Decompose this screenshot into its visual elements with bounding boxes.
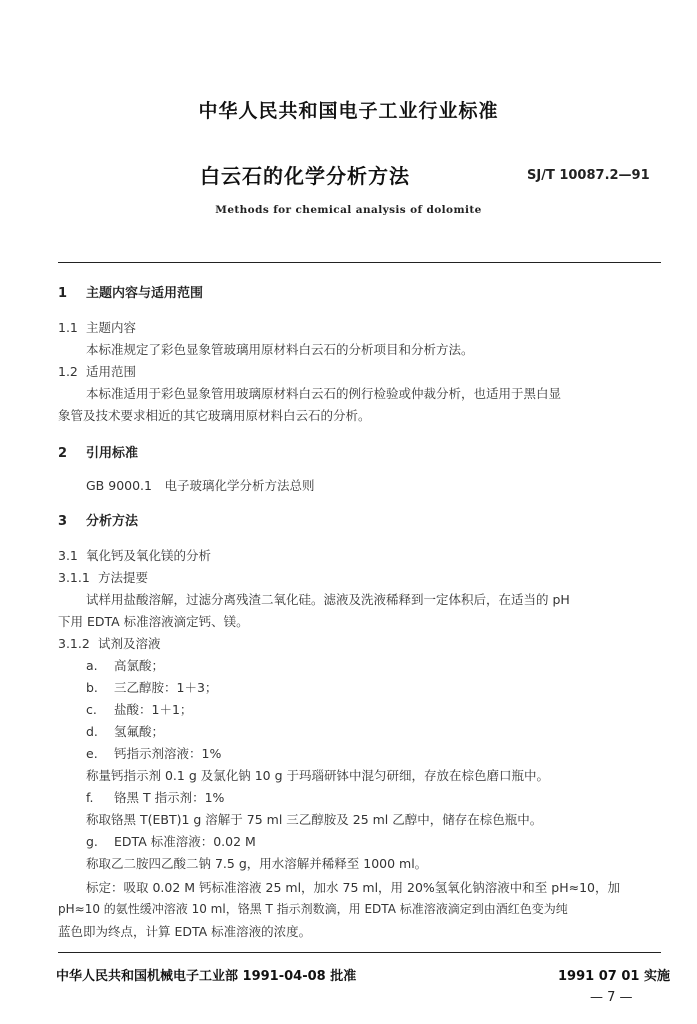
reagent-e-note: 称量钙指示剂 0.1 g 及氯化钠 10 g 于玛瑙研钵中混匀研细，存放在棕色磨口瓶中。 (86, 768, 549, 783)
reagent-text: 氢氟酸； (114, 724, 165, 739)
calibration-line2: pH≈10 的氨性缓冲溶液 10 ml，铬黑 T 指示剂数滴，用 EDTA 标准溶液滴定到由酒红色变为纯 (58, 902, 568, 916)
reagent-text: 铬黑 T 指示剂：1% (114, 790, 225, 805)
section-3-1-1-line1: 试样用盐酸溶解，过滤分离残渣二氧化硅。滤液及洗液稀释到一定体积后，在适当的 pH (86, 592, 570, 607)
section-3-1-heading (58, 546, 211, 564)
section-title: 方法提要 (98, 570, 149, 585)
reagent-item (86, 722, 164, 740)
section-title: 氧化钙及氧化镁的分析 (86, 548, 212, 563)
english-title: Methods for chemical analysis of dolomite (215, 204, 482, 216)
page-number: — 7 — (590, 990, 633, 1005)
section-title: 试剂及溶液 (98, 636, 161, 651)
section-title: 适用范围 (86, 364, 137, 379)
section-3-heading (58, 510, 138, 529)
reagent-f-note: 称取铬黑 T(EBT)1 g 溶解于 75 ml 三乙醇胺及 25 ml 乙醇中，储存在棕色瓶中。 (86, 812, 543, 827)
reagent-label: c. (86, 702, 97, 717)
section-number: 3.1.1 (58, 570, 90, 585)
reagent-text: 高氯酸； (114, 658, 165, 673)
reagent-label: f. (86, 790, 94, 805)
section-1-1-heading (58, 318, 136, 336)
section-number: 1 (58, 286, 68, 301)
approval-note: 中华人民共和国机械电子工业部 1991-04-08 批准 (56, 969, 357, 984)
section-3-1-1-line2: 下用 EDTA 标准溶液滴定钙、镁。 (58, 614, 249, 629)
reagent-text: 盐酸：1＋1； (114, 702, 193, 717)
section-title: 分析方法 (86, 514, 139, 529)
standard-title: 中华人民共和国电子工业行业标准 (198, 100, 499, 122)
section-1-2-heading (58, 362, 136, 380)
section-1-2-text-line1: 本标准适用于彩色显象管用玻璃原材料白云石的例行检验或仲裁分析，也适用于黑白显 (86, 386, 562, 401)
reagent-item (86, 700, 192, 718)
reference-standard: GB 9000.1 电子玻璃化学分析方法总则 (86, 478, 315, 493)
reagent-item (86, 678, 217, 696)
reagent-text: 钙指示剂溶液：1% (114, 746, 222, 761)
header-divider (58, 262, 661, 263)
section-3-1-2-heading (58, 634, 161, 652)
implementation-date: 1991 07 01 实施 (558, 969, 670, 984)
section-number: 3.1.2 (58, 636, 90, 651)
section-number: 3.1 (58, 548, 78, 563)
document-title: 白云石的化学分析方法 (200, 164, 410, 188)
reagent-item (86, 832, 256, 850)
reagent-text: EDTA 标准溶液：0.02 M (114, 834, 256, 849)
document-code: SJ/T 10087.2—91 (527, 168, 650, 183)
section-1-1-text: 本标准规定了彩色显象管玻璃用原材料白云石的分析项目和分析方法。 (86, 342, 474, 357)
reagent-label: d. (86, 724, 98, 739)
section-2-heading (58, 442, 138, 461)
section-title: 主题内容与适用范围 (86, 286, 204, 301)
section-number: 1.2 (58, 364, 78, 379)
section-number: 1.1 (58, 320, 78, 335)
reagent-label: b. (86, 680, 98, 695)
reagent-g-note: 称取乙二胺四乙酸二钠 7.5 g，用水溶解并稀释至 1000 ml。 (86, 856, 428, 871)
section-title: 引用标准 (86, 446, 139, 461)
reagent-label: g. (86, 834, 98, 849)
section-title: 主题内容 (86, 320, 137, 335)
reagent-item (86, 744, 221, 762)
calibration-line1: 标定：吸取 0.02 M 钙标准溶液 25 ml，加水 75 ml，用 20%氢氧化钠溶液中和至 pH≈10，加 (86, 880, 620, 895)
section-1-heading (58, 282, 203, 301)
section-1-2-text-line2: 象管及技术要求相近的其它玻璃用原材料白云石的分析。 (58, 408, 371, 423)
section-3-1-1-heading (58, 568, 148, 586)
reagent-item (86, 656, 164, 674)
reagent-label: a. (86, 658, 98, 673)
section-number: 3 (58, 514, 68, 529)
reagent-text: 三乙醇胺：1＋3； (114, 680, 218, 695)
calibration-line3: 蓝色即为终点，计算 EDTA 标准溶液的浓度。 (58, 924, 312, 939)
footer-divider (58, 952, 661, 953)
section-number: 2 (58, 446, 68, 461)
reagent-item (86, 788, 224, 806)
reagent-label: e. (86, 746, 98, 761)
